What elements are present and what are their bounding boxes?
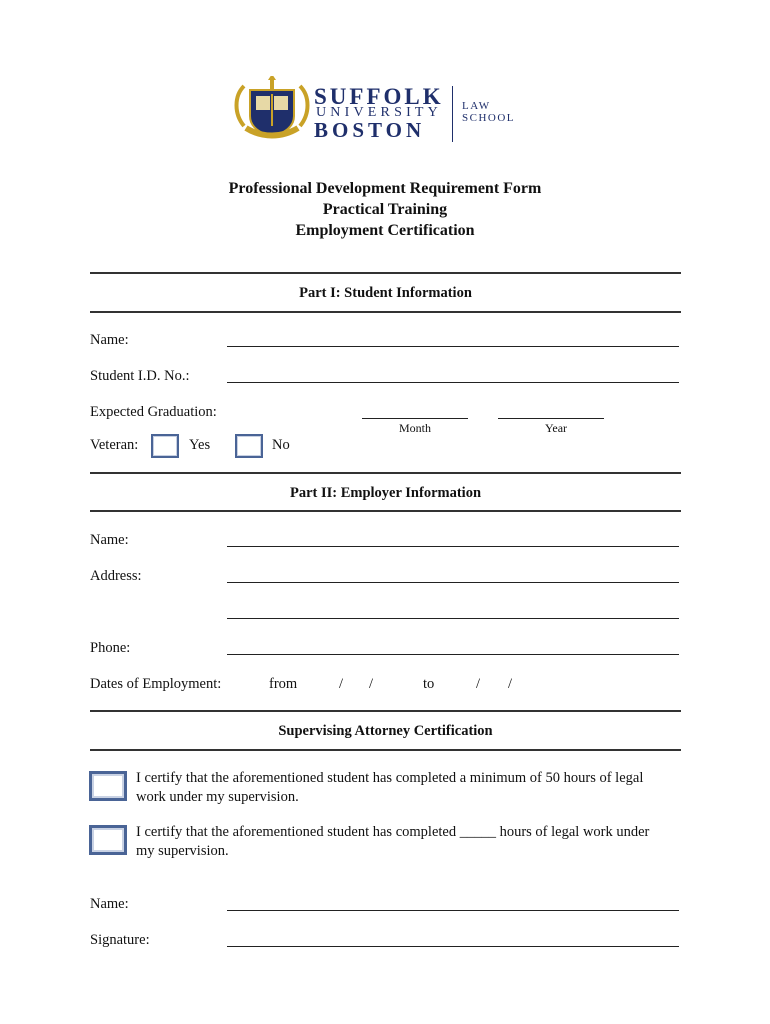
certification-title: Supervising Attorney Certification [278,723,493,739]
veteran-no-label: No [272,437,290,453]
university-seal-icon [232,76,312,140]
month-caption: Month [398,421,431,435]
employer-phone-field[interactable] [227,654,679,655]
logo-divider [452,86,453,142]
employer-address-field-2[interactable] [227,618,679,619]
attorney-name-label: Name: [90,896,129,912]
section-rule [90,710,681,712]
expected-graduation-label: Expected Graduation: [90,404,217,420]
part2-title: Part II: Employer Information [289,485,482,501]
section-rule [90,311,681,313]
veteran-yes-checkbox[interactable] [151,434,179,458]
graduation-year-field[interactable] [498,418,604,419]
employment-dates-label: Dates of Employment: [90,676,222,692]
from-date-slash-1: / [339,676,344,692]
form-subtitle-2: Employment Certification [295,222,475,239]
logo-boston: BOSTON [314,118,426,142]
attorney-signature-field[interactable] [227,946,679,947]
logo-school: SCHOOL [462,112,516,124]
employer-address-label: Address: [90,568,142,584]
employer-name-field[interactable] [227,546,679,547]
veteran-no-checkbox[interactable] [235,434,263,458]
veteran-label: Veteran: [90,437,139,453]
employer-name-label: Name: [90,532,129,548]
certify-minimum-hours-text-2: work under my supervision. [136,789,299,805]
year-caption: Year [544,421,568,435]
to-date-slash-2: / [508,676,513,692]
student-name-field[interactable] [227,346,679,347]
attorney-name-field[interactable] [227,910,679,911]
certify-custom-hours-text-2: my supervision. [136,843,229,859]
section-rule [90,510,681,512]
part1-title: Part I: Student Information [299,285,472,301]
logo-suffolk: SUFFOLK [314,84,444,109]
certify-minimum-hours-checkbox[interactable] [89,771,127,801]
dates-to-label: to [423,676,435,692]
to-date-slash-1: / [476,676,481,692]
certify-custom-hours-text-1: I certify that the aforementioned student has completed _____ hours of legal work under [136,824,650,840]
logo-law: LAW [462,100,491,112]
section-rule [90,272,681,274]
student-id-field[interactable] [227,382,679,383]
attorney-signature-label: Signature: [90,932,150,948]
veteran-yes-label: Yes [189,437,211,453]
section-rule [90,472,681,474]
logo-university: UNIVERSITY [316,105,442,120]
student-name-label: Name: [90,332,129,348]
employer-phone-label: Phone: [90,640,131,656]
from-date-slash-2: / [369,676,374,692]
student-id-label: Student I.D. No.: [90,368,190,384]
certify-minimum-hours-text-1: I certify that the aforementioned student has completed a minimum of 50 hours of legal [136,770,644,786]
graduation-month-field[interactable] [362,418,468,419]
form-title: Professional Development Requirement Form [228,180,542,197]
dates-from-label: from [269,676,298,692]
certify-custom-hours-checkbox[interactable] [89,825,127,855]
form-subtitle: Practical Training [322,201,448,218]
employer-address-field-1[interactable] [227,582,679,583]
section-rule [90,749,681,751]
